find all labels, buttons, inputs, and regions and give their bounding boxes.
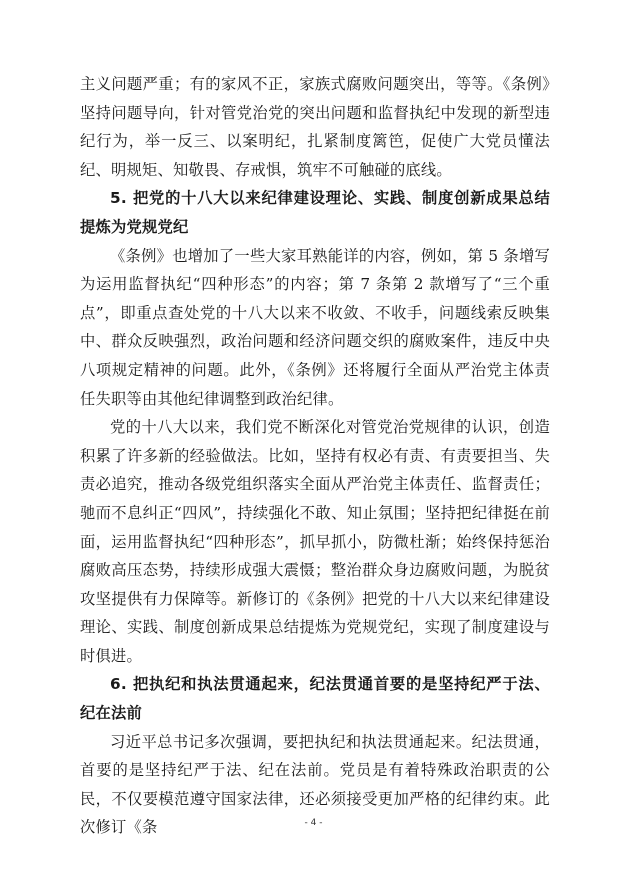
paragraph-1: 主义问题严重；有的家风不正，家族式腐败问题突出，等等。《条例》坚持问题导向，针对管党治党的突出问题和监督执纪中发现的新型违纪行为，举一反三、以案明纪，扎紧制度篱笆，促使广大党员懂法纪、明规矩、知敬畏、存戒惧，筑牢不可触碰的底线。 xyxy=(80,75,550,179)
paragraph-3: 党的十八大以来，我们党不断深化对管党治党规律的认识，创造积累了许多新的经验做法。比如，坚持有权必有责、有责要担当、失责必追究，推动各级党组织落实全面从严治党主体责任、监督责任；驰而不息纠正“四风”，持续强化不敢、知止氛围；坚持把纪律挺在前面，运用监督执纪“四种形态”，抓早抓小，防微杜渐；始终保持惩治腐败高压态势，持续形成强大震慑；整治群众身边腐败问题，为脱贫攻坚提供有力保障等。新修订的《条例》把党的十八大以来纪律建设理论、实践、制度创新成果总结提炼为党规党纪，实现了制度建设与时俱进。 xyxy=(80,418,550,665)
page-number: - 4 - xyxy=(304,818,323,828)
heading-6: 6. 把执纪和执法贯通起来，纪法贯通首要的是坚持纪严于法、纪在法前 xyxy=(80,675,550,723)
document-body xyxy=(80,70,550,842)
paragraph-4: 习近平总书记多次强调，要把执纪和执法贯通起来。纪法贯通，首要的是坚持纪严于法、纪在法前。党员是有着特殊政治职责的公民，不仅要模范遵守国家法律，还必须接受更加严格的纪律约束。此次修订《条 xyxy=(80,732,550,837)
heading-5: 5. 把党的十八大以来纪律建设理论、实践、制度创新成果总结提炼为党规党纪 xyxy=(80,189,550,236)
paragraph-2: 《条例》也增加了一些大家耳熟能详的内容，例如，第 5 条增写为运用监督执纪“四种形态”的内容；第 7 条第 2 款增写了“三个重点”，即重点查处党的十八大以来不收敛、不收手，问题线索反映集中、群众反映强烈，政治问题和经济问题交织的腐败案件，违反中央八项规定精神的问题。此外，《条例》还将履行全面从严治党主体责任失职等由其他纪律调整到政治纪律。 xyxy=(80,246,550,408)
